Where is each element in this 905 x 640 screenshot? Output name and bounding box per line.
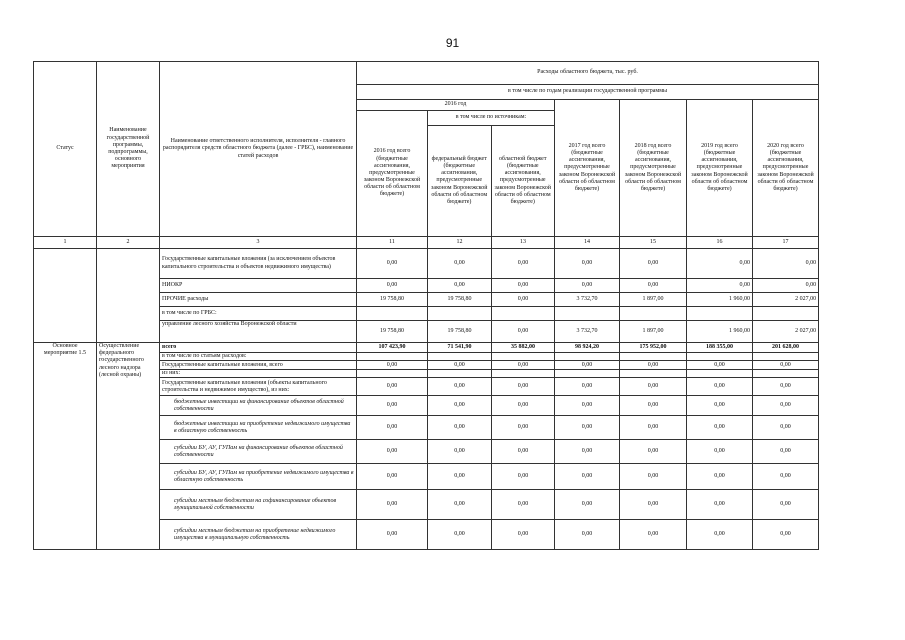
value-cell: 0,00 (492, 279, 555, 293)
value-cell: 0,00 (357, 520, 428, 550)
value-cell: 0,00 (620, 279, 687, 293)
row-label: из них: (160, 370, 357, 378)
value-cell: 0,00 (620, 520, 687, 550)
value-cell: 0,00 (555, 279, 620, 293)
value-cell: 0,00 (357, 249, 428, 279)
row-label: Государственные капитальные вложения (за исключением объектов капитального строительства и объектов недвижимого имущества) (160, 249, 357, 279)
value-cell: 0,00 (687, 520, 753, 550)
value-cell: 0,00 (620, 249, 687, 279)
value-cell: 201 628,00 (753, 343, 819, 353)
row-label: всего (160, 343, 357, 353)
value-cell: 0,00 (620, 416, 687, 440)
value-cell (357, 353, 428, 361)
value-cell: 0,00 (555, 440, 620, 464)
table-row (34, 249, 819, 279)
column-number: 3 (160, 237, 357, 249)
value-cell: 19 758,80 (428, 293, 492, 307)
row-label: субсидии БУ, АУ, ГУПам на финансирование объектов областной собственности (160, 440, 357, 464)
value-cell: 0,00 (555, 520, 620, 550)
row-label: в том числе по ГРБС: (160, 307, 357, 321)
value-cell: 3 732,70 (555, 293, 620, 307)
value-cell: 0,00 (492, 249, 555, 279)
row-label: в том числе по статьям расходов: (160, 353, 357, 361)
status-cell: Основное мероприятие 1.5 (34, 343, 97, 550)
value-cell (620, 353, 687, 361)
value-cell: 0,00 (492, 293, 555, 307)
row-label: субсидии БУ, АУ, ГУПам на приобретение недвижимого имущества в областную собственность (160, 464, 357, 490)
value-cell: 0,00 (620, 490, 687, 520)
value-cell: 0,00 (753, 249, 819, 279)
value-cell: 0,00 (357, 378, 428, 396)
value-cell (428, 307, 492, 321)
value-cell: 0,00 (492, 490, 555, 520)
header-regional: областной бюджет (бюджетные ассигнования, предусмотренные законом Воронежской области об областном бюджете) (494, 155, 551, 205)
value-cell: 71 541,90 (428, 343, 492, 353)
value-cell: 0,00 (492, 321, 555, 343)
value-cell: 0,00 (620, 396, 687, 416)
column-number: 1 (34, 237, 97, 249)
row-label: субсидии местным бюджетам на софинансирование объектов муниципальной собственности (160, 490, 357, 520)
value-cell: 1 897,00 (620, 321, 687, 343)
row-label: субсидии местным бюджетам на приобретение недвижимого имущества в муниципальную собственность (160, 520, 357, 550)
value-cell: 0,00 (357, 440, 428, 464)
row-label: Государственные капитальные вложения (объекты капитального строительства и недвижимое имущество), из них: (160, 378, 357, 396)
column-number: 17 (753, 237, 819, 249)
value-cell: 0,00 (753, 464, 819, 490)
column-number: 13 (492, 237, 555, 249)
value-cell: 0,00 (492, 378, 555, 396)
value-cell: 0,00 (492, 464, 555, 490)
value-cell: 0,00 (357, 464, 428, 490)
row-label: управление лесного хозяйства Воронежской области (160, 321, 357, 343)
row-label: бюджетные инвестиции на приобретение недвижимого имущества в областную собственность (160, 416, 357, 440)
value-cell: 0,00 (753, 396, 819, 416)
value-cell: 0,00 (357, 361, 428, 370)
row-label: НИОКР (160, 279, 357, 293)
value-cell: 0,00 (753, 440, 819, 464)
value-cell (428, 353, 492, 361)
value-cell: 35 882,00 (492, 343, 555, 353)
value-cell: 0,00 (428, 396, 492, 416)
value-cell: 0,00 (687, 279, 753, 293)
value-cell: 0,00 (753, 490, 819, 520)
value-cell: 0,00 (687, 440, 753, 464)
value-cell: 3 732,70 (555, 321, 620, 343)
value-cell: 0,00 (492, 440, 555, 464)
header-by-years: в том числе по годам реализации государственной программы (357, 85, 819, 100)
budget-table (33, 61, 819, 550)
value-cell: 0,00 (428, 440, 492, 464)
header-2016-total: 2016 год всего (бюджетные ассигнования, предусмотренные законом Воронежской области об областном бюджете) (357, 111, 428, 237)
name-cell (97, 249, 160, 343)
value-cell: 0,00 (620, 464, 687, 490)
value-cell: 0,00 (428, 416, 492, 440)
value-cell: 0,00 (357, 490, 428, 520)
value-cell: 0,00 (555, 396, 620, 416)
value-cell (357, 370, 428, 378)
value-cell: 0,00 (620, 361, 687, 370)
value-cell: 19 758,80 (357, 321, 428, 343)
value-cell: 0,00 (492, 416, 555, 440)
value-cell (492, 370, 555, 378)
value-cell (357, 307, 428, 321)
value-cell: 0,00 (753, 520, 819, 550)
value-cell: 0,00 (555, 490, 620, 520)
value-cell (687, 307, 753, 321)
table-header (34, 62, 819, 249)
value-cell: 0,00 (687, 249, 753, 279)
value-cell: 0,00 (428, 361, 492, 370)
value-cell: 0,00 (357, 396, 428, 416)
page-number: 91 (445, 36, 460, 50)
value-cell: 0,00 (753, 361, 819, 370)
table-row (34, 343, 819, 353)
value-cell: 0,00 (428, 520, 492, 550)
value-cell (620, 370, 687, 378)
block2-body (34, 343, 819, 550)
value-cell: 107 423,90 (357, 343, 428, 353)
value-cell: 0,00 (428, 279, 492, 293)
value-cell (555, 370, 620, 378)
sources-subtable (428, 111, 554, 236)
value-cell: 19 758,80 (357, 293, 428, 307)
value-cell: 1 897,00 (620, 293, 687, 307)
name-cell: Осуществление федерального государственного лесного надзора (лесной охраны) (97, 343, 160, 550)
value-cell: 2 027,00 (753, 321, 819, 343)
header-2020: 2020 год всего (бюджетные ассигнования, предусмотренные законом Воронежской области об областном бюджете) (753, 100, 819, 237)
value-cell (555, 307, 620, 321)
value-cell (620, 307, 687, 321)
value-cell (492, 353, 555, 361)
header-responsible: Наименование ответственного исполнителя, исполнителя - главного распорядителя средств областного бюджета (далее - ГРБС), наименование статей расходов (160, 62, 357, 237)
value-cell: 0,00 (428, 378, 492, 396)
row-label: Государственные капитальные вложения, всего (160, 361, 357, 370)
value-cell: 1 960,00 (687, 321, 753, 343)
row-label: бюджетные инвестиции на финансирование объектов областной собственности (160, 396, 357, 416)
value-cell: 175 952,00 (620, 343, 687, 353)
value-cell: 0,00 (357, 416, 428, 440)
column-numbers-row (34, 237, 819, 249)
column-number: 2 (97, 237, 160, 249)
value-cell: 0,00 (357, 279, 428, 293)
column-number: 16 (687, 237, 753, 249)
value-cell: 1 960,00 (687, 293, 753, 307)
header-2017: 2017 год всего (бюджетные ассигнования, предусмотренные законом Воронежской области об областном бюджете) (555, 100, 620, 237)
column-number: 12 (428, 237, 492, 249)
header-federal: федеральный бюджет (бюджетные ассигнования, предусмотренные законом Воронежской области об областном бюджете) (428, 126, 491, 237)
value-cell: 0,00 (428, 249, 492, 279)
column-number: 14 (555, 237, 620, 249)
value-cell (753, 353, 819, 361)
value-cell: 0,00 (687, 416, 753, 440)
column-number: 11 (357, 237, 428, 249)
value-cell: 0,00 (687, 378, 753, 396)
header-2018: 2018 год всего (бюджетные ассигнования, предусмотренные законом Воронежской области об областном бюджете) (620, 100, 687, 237)
value-cell (687, 370, 753, 378)
value-cell (687, 353, 753, 361)
value-cell: 98 924,20 (555, 343, 620, 353)
header-2016: 2016 год (357, 100, 555, 111)
header-sources-cell (428, 111, 555, 237)
value-cell: 0,00 (555, 249, 620, 279)
header-status: Статус (34, 62, 97, 237)
value-cell (555, 353, 620, 361)
value-cell: 0,00 (555, 378, 620, 396)
value-cell: 0,00 (492, 361, 555, 370)
header-expenses: Расходы областного бюджета, тыс. руб. (357, 62, 819, 85)
value-cell: 0,00 (687, 396, 753, 416)
status-cell (34, 249, 97, 343)
value-cell: 0,00 (687, 490, 753, 520)
value-cell: 0,00 (428, 490, 492, 520)
value-cell (492, 307, 555, 321)
value-cell: 0,00 (753, 279, 819, 293)
value-cell: 0,00 (687, 464, 753, 490)
value-cell (753, 370, 819, 378)
value-cell: 0,00 (492, 520, 555, 550)
value-cell: 19 758,80 (428, 321, 492, 343)
value-cell: 0,00 (620, 378, 687, 396)
header-by-sources: в том числе по источникам: (428, 111, 554, 126)
header-name: Наименование государственной программы, подпрограммы, основного мероприятия (97, 62, 160, 237)
column-number: 15 (620, 237, 687, 249)
header-2019: 2019 год всего (бюджетные ассигнования, предусмотренные законом Воронежской области об областном бюджете) (687, 100, 753, 237)
value-cell: 0,00 (753, 378, 819, 396)
value-cell: 2 027,00 (753, 293, 819, 307)
value-cell: 0,00 (555, 361, 620, 370)
value-cell: 0,00 (753, 416, 819, 440)
value-cell: 188 355,00 (687, 343, 753, 353)
value-cell: 0,00 (492, 396, 555, 416)
value-cell (428, 370, 492, 378)
value-cell: 0,00 (555, 464, 620, 490)
block1-body (34, 249, 819, 343)
value-cell: 0,00 (687, 361, 753, 370)
value-cell: 0,00 (555, 416, 620, 440)
value-cell: 0,00 (428, 464, 492, 490)
value-cell: 0,00 (620, 440, 687, 464)
value-cell (753, 307, 819, 321)
row-label: ПРОЧИЕ расходы (160, 293, 357, 307)
